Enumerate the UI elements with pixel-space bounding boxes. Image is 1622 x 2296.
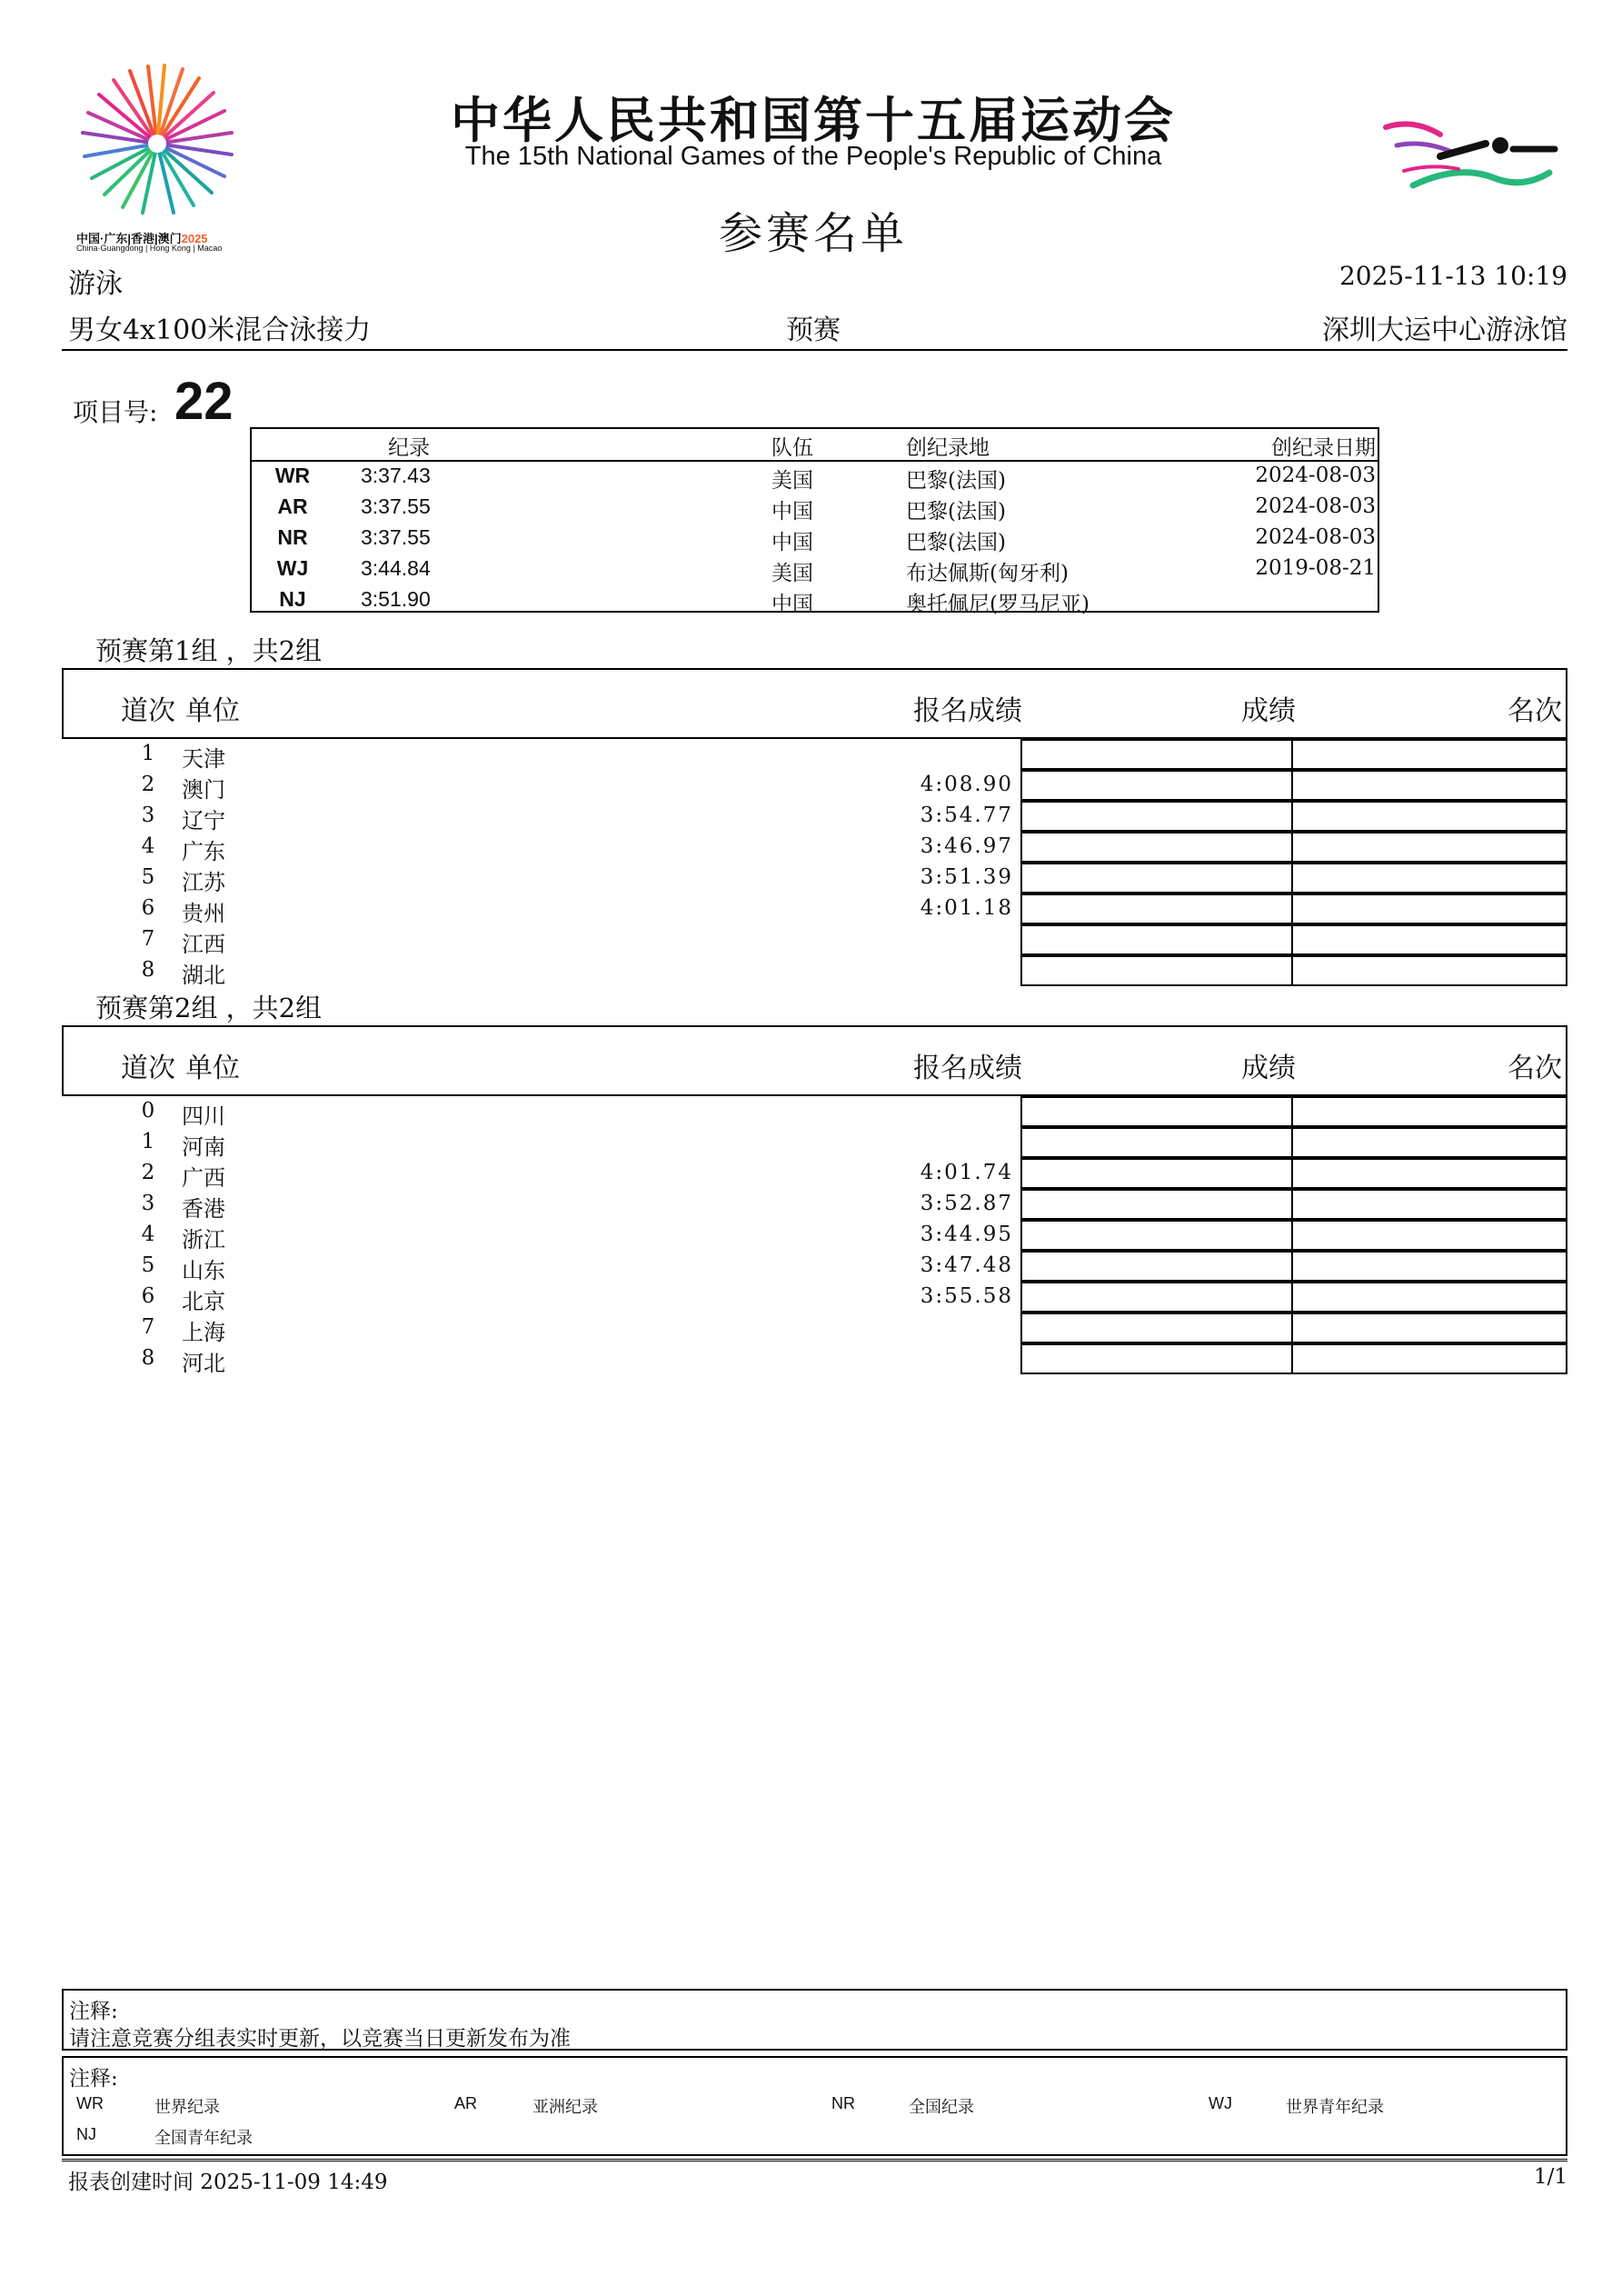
result-box: [1020, 893, 1293, 924]
result-box: [1020, 1096, 1293, 1127]
page-number: 1/1: [1533, 2165, 1567, 2189]
lane-number: 2: [141, 773, 155, 796]
result-box: [1020, 1251, 1293, 1282]
heat-2-label: 预赛第2组 ，共2组: [95, 993, 323, 1023]
rank-box: [1291, 1313, 1567, 1343]
logo-year: 2025: [181, 232, 208, 245]
team-name: 北京: [182, 1289, 225, 1314]
record-place: 布达佩斯(匈牙利): [906, 562, 1069, 585]
lane-number: 3: [141, 1192, 155, 1215]
document-title: 参赛名单: [718, 208, 908, 259]
rank-box: [1291, 955, 1567, 986]
entry-time: 4:08.90: [920, 773, 1013, 796]
event-name: 男女4x100米混合泳接力: [68, 314, 372, 346]
lane-number: 7: [141, 1315, 155, 1339]
abbr-text: 全国青年纪录: [154, 2129, 253, 2148]
result-box: [1020, 832, 1293, 863]
rank-box: [1291, 863, 1567, 893]
record-date: 2024-08-03: [1255, 494, 1376, 518]
swimming-pictogram-icon: [1377, 109, 1558, 209]
record-time: 3:37.43: [361, 464, 431, 487]
team-name: 澳门: [182, 777, 225, 803]
result-box: [1020, 801, 1293, 832]
header-divider: [62, 349, 1567, 351]
lane-number: 7: [141, 927, 155, 951]
lane-header: 道次: [121, 1053, 175, 1084]
unit-header: 单位: [185, 695, 240, 727]
result-box: [1020, 955, 1293, 986]
rank-box: [1291, 893, 1567, 924]
sport-name: 游泳: [68, 268, 123, 300]
lane-number: 8: [141, 958, 155, 982]
rank-box: [1291, 1282, 1567, 1313]
abbr-text: 亚洲纪录: [532, 2098, 598, 2117]
rank-box: [1291, 1158, 1567, 1189]
lane-number: 4: [141, 834, 155, 858]
rank-box: [1291, 1096, 1567, 1127]
logo-text-en: China·Guangdong | Hong Kong | Macao: [76, 244, 223, 253]
note-box-abbreviations: [62, 2056, 1567, 2156]
lane-number: 1: [141, 1130, 155, 1153]
entry-time: 3:47.48: [920, 1253, 1013, 1277]
rank-header: 名次: [1508, 695, 1562, 727]
team-name: 浙江: [182, 1227, 225, 1253]
result-box: [1020, 770, 1293, 801]
heat-1-header: [62, 668, 1567, 739]
team-name: 贵州: [182, 901, 225, 926]
lane-number: 6: [141, 1284, 155, 1308]
heat-2-header: [62, 1025, 1567, 1096]
rank-box: [1291, 770, 1567, 801]
result-box: [1020, 1127, 1293, 1158]
note-text: 请注意竞赛分组表实时更新，以竞赛当日更新发布为准: [69, 2027, 571, 2051]
entry-time: 4:01.18: [920, 896, 1013, 920]
rank-box: [1291, 1127, 1567, 1158]
record-code: WR: [274, 464, 311, 487]
entry-time: 3:51.39: [920, 865, 1013, 889]
result-box: [1020, 1282, 1293, 1313]
team-name: 香港: [182, 1196, 225, 1222]
record-place: 巴黎(法国): [906, 500, 1006, 524]
event-number-label: 项目号:: [73, 397, 158, 427]
result-box: [1020, 1343, 1293, 1374]
abbr-code: NJ: [76, 2125, 96, 2143]
record-date: 2024-08-03: [1255, 464, 1376, 487]
records-header-place: 创纪录地: [906, 436, 990, 460]
entry-time: 3:44.95: [920, 1223, 1013, 1246]
abbr-text: 全国纪录: [909, 2098, 974, 2117]
lane-number: 2: [141, 1161, 155, 1184]
note-title: 注释:: [69, 2067, 118, 2091]
record-code: WJ: [276, 556, 309, 580]
logo-region-text: 中国·广东|香港|澳门: [76, 232, 182, 245]
note-title: 注释:: [69, 2000, 118, 2023]
record-team: 中国: [771, 500, 813, 524]
abbr-text: 世界纪录: [154, 2098, 220, 2117]
games-logo: [71, 60, 253, 260]
result-header: 成绩: [1241, 1053, 1296, 1084]
rank-box: [1291, 924, 1567, 955]
lane-number: 5: [141, 1253, 155, 1277]
team-name: 江苏: [182, 870, 225, 895]
record-team: 美国: [771, 562, 813, 585]
games-title-en: The 15th National Games of the People's Republic of China: [464, 142, 1162, 171]
result-box: [1020, 924, 1293, 955]
record-team: 中国: [771, 531, 813, 554]
venue-name: 深圳大运中心游泳馆: [1322, 314, 1567, 346]
record-time: 3:51.90: [361, 587, 431, 611]
print-datetime: 2025-11-13 10:19: [1338, 261, 1567, 291]
rank-box: [1291, 739, 1567, 770]
team-name: 湖北: [182, 963, 225, 988]
lane-number: 0: [141, 1099, 155, 1123]
team-name: 广西: [182, 1165, 225, 1191]
entry-time: 4:01.74: [920, 1161, 1013, 1184]
record-code: NR: [277, 525, 308, 549]
event-number: 22: [174, 372, 234, 431]
lane-number: 8: [141, 1346, 155, 1370]
result-box: [1020, 863, 1293, 893]
entry-time: 3:52.87: [920, 1192, 1013, 1215]
report-created-time: 报表创建时间 2025-11-09 14:49: [68, 2171, 388, 2194]
result-box: [1020, 1158, 1293, 1189]
records-table: [250, 427, 1379, 616]
rank-box: [1291, 801, 1567, 832]
heat-1-label: 预赛第1组 ，共2组: [95, 635, 323, 666]
records-header-team: 队伍: [771, 436, 813, 460]
record-team: 中国: [771, 593, 813, 616]
entry-time: 3:55.58: [920, 1284, 1013, 1308]
result-box: [1020, 1220, 1293, 1251]
lane-number: 5: [141, 865, 155, 889]
lane-number: 1: [141, 742, 155, 765]
record-place: 奥托佩尼(罗马尼亚): [906, 593, 1090, 616]
record-date: 2024-08-03: [1255, 525, 1376, 549]
record-place: 巴黎(法国): [906, 531, 1006, 554]
record-time: 3:37.55: [361, 494, 431, 518]
entry-time-header: 报名成绩: [913, 1053, 1022, 1084]
records-header-date: 创纪录日期: [1271, 436, 1376, 460]
record-time: 3:37.55: [361, 525, 431, 549]
record-place: 巴黎(法国): [906, 469, 1006, 493]
record-code: NJ: [279, 587, 306, 611]
result-box: [1020, 1189, 1293, 1220]
unit-header: 单位: [185, 1053, 240, 1084]
team-name: 江西: [182, 932, 225, 957]
lane-number: 6: [141, 896, 155, 920]
record-team: 美国: [771, 469, 813, 493]
rank-box: [1291, 1220, 1567, 1251]
team-name: 广东: [182, 839, 225, 864]
records-header-record: 纪录: [388, 436, 430, 460]
rank-box: [1291, 832, 1567, 863]
records-header: [252, 429, 1378, 462]
lane-header: 道次: [121, 695, 175, 727]
team-name: 天津: [182, 746, 225, 772]
record-code: AR: [277, 494, 308, 518]
footer-divider: [62, 2159, 1567, 2161]
rank-box: [1291, 1189, 1567, 1220]
rank-box: [1291, 1343, 1567, 1374]
rank-header: 名次: [1508, 1053, 1562, 1084]
team-name: 辽宁: [182, 808, 225, 834]
result-box: [1020, 739, 1293, 770]
abbr-code: NR: [831, 2094, 855, 2112]
lane-number: 4: [141, 1223, 155, 1246]
team-name: 河北: [182, 1351, 225, 1376]
abbr-code: AR: [454, 2094, 478, 2112]
team-name: 四川: [182, 1103, 225, 1129]
abbr-code: WJ: [1209, 2094, 1232, 2112]
team-name: 河南: [182, 1134, 225, 1160]
abbr-text: 世界青年纪录: [1286, 2098, 1384, 2117]
entry-time: 3:54.77: [920, 804, 1013, 827]
games-title-cn: 中华人民共和国第十五届运动会: [451, 94, 1176, 148]
lane-number: 3: [141, 804, 155, 827]
round-name: 预赛: [786, 314, 841, 346]
entry-time-header: 报名成绩: [913, 695, 1022, 727]
result-header: 成绩: [1241, 695, 1296, 727]
abbr-code: WR: [76, 2094, 104, 2112]
note-box-update: [62, 1989, 1567, 2051]
record-date: 2019-08-21: [1255, 556, 1376, 580]
rank-box: [1291, 1251, 1567, 1282]
team-name: 山东: [182, 1258, 225, 1283]
result-box: [1020, 1313, 1293, 1343]
record-time: 3:44.84: [361, 556, 431, 580]
team-name: 上海: [182, 1320, 225, 1345]
entry-time: 3:46.97: [920, 834, 1013, 858]
